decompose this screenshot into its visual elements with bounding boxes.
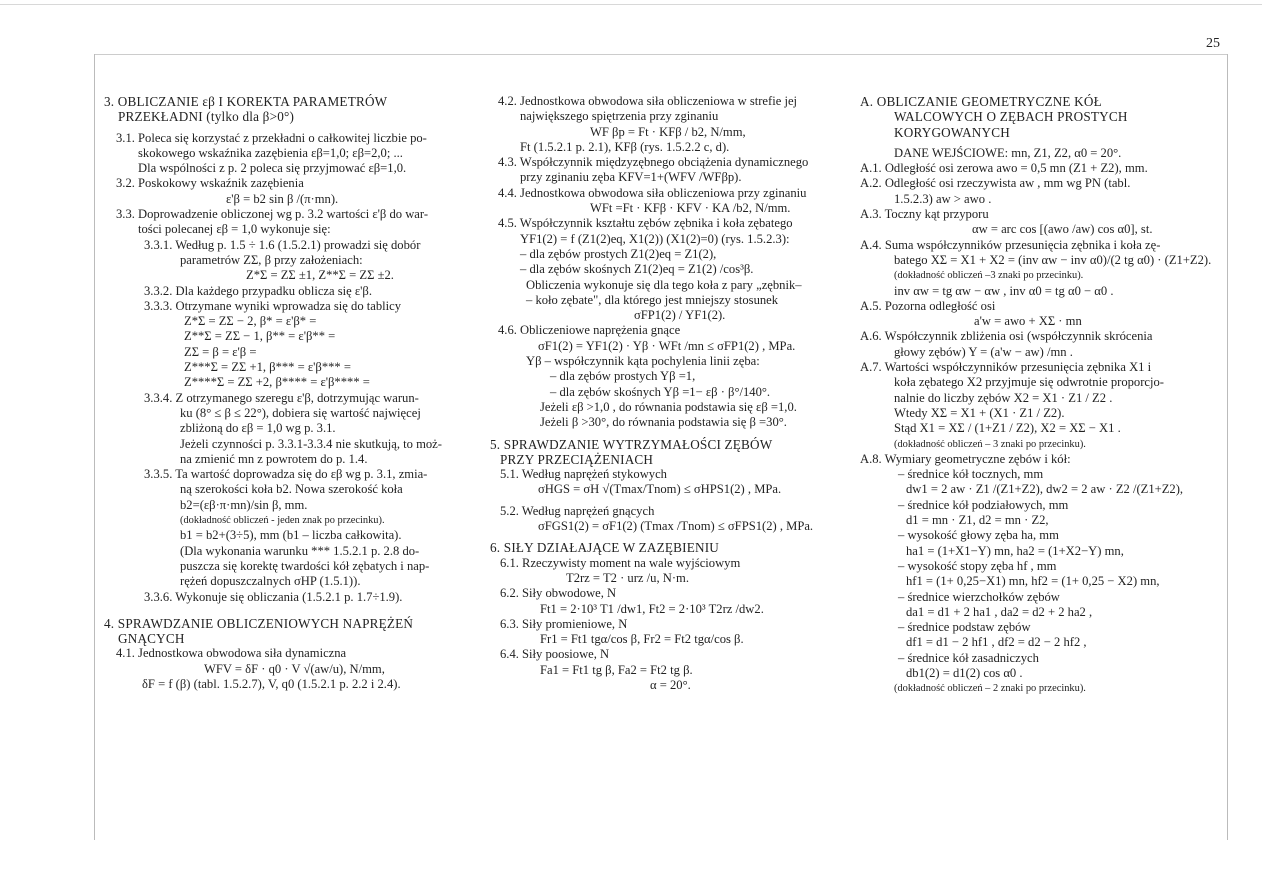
text-line: 3.3.3. Otrzymane wyniki wprowadza się do tablicy bbox=[144, 298, 402, 313]
text-line: Yβ – współczynnik kąta pochylenia linii zęba: bbox=[526, 354, 760, 369]
text-line: A.3. Toczny kąt przyporu bbox=[860, 207, 989, 222]
section-heading: PRZY PRZECIĄŻENIACH bbox=[500, 451, 654, 467]
text-line: – dla zębów prostych Z1(2)eq = Z1(2), bbox=[520, 246, 717, 261]
text-line: 3.3.2. Dla każdego przypadku oblicza się ε'β. bbox=[144, 283, 372, 298]
text-line: σFP1(2) / YF1(2). bbox=[634, 308, 726, 323]
text-line: da1 = d1 + 2 ha1 , da2 = d2 + 2 ha2 , bbox=[906, 604, 1093, 619]
text-line: 5.1. Według naprężeń stykowych bbox=[500, 467, 667, 482]
text-line bbox=[104, 605, 479, 616]
text-line: 4.4. Jednostkowa obwodowa siła obliczeniowa przy zginaniu bbox=[498, 185, 807, 200]
text-line: A.8. Wymiary geometryczne zębów i kół: bbox=[860, 451, 1071, 466]
precision-note: (dokładność obliczeń – 2 znaki po przecinku). bbox=[894, 683, 1086, 695]
text-line: – koło zębate", dla którego jest mniejszy stosunek bbox=[526, 292, 779, 307]
text-line: – średnice kół zasadniczych bbox=[898, 650, 1039, 665]
precision-note: (dokładność obliczeń –3 znaki po przecinku). bbox=[894, 270, 1084, 282]
frame-left bbox=[94, 54, 95, 840]
text-line: 6.2. Siły obwodowe, N bbox=[500, 586, 617, 601]
text-line: – dla zębów skośnych Z1(2)eq = Z1(2) /cos³β. bbox=[520, 262, 754, 277]
text-line: α = 20°. bbox=[650, 677, 691, 692]
text-line: σHGS = σH √(Tmax/Tnom) ≤ σHPS1(2) , MPa. bbox=[538, 482, 782, 497]
text-line: 3.3.1. Według p. 1.5 ÷ 1.6 (1.5.2.1) prowadzi się dobór bbox=[144, 237, 421, 252]
text-line: σFGS1(2) = σF1(2) (Tmax /Tnom) ≤ σFPS1(2) , MPa. bbox=[538, 519, 814, 534]
text-line: tości polecanej εβ = 1,0 wykonuje się: bbox=[138, 222, 331, 237]
text-line: – wysokość stopy zęba hf , mm bbox=[898, 558, 1057, 573]
text-line: (Dla wykonania warunku *** 1.5.2.1 p. 2.8 do- bbox=[180, 543, 420, 558]
text-line: Jeżeli czynności p. 3.3.1-3.3.4 nie skutkują, to moż- bbox=[180, 436, 442, 451]
text-line: głowy zębów) Y = (a'w − aw) /mn . bbox=[894, 344, 1073, 359]
section-heading: A. OBLICZANIE GEOMETRYCZNE KÓŁ bbox=[860, 94, 1102, 109]
text-line: T2rz = T2 · urz /u, N·m. bbox=[566, 570, 689, 585]
text-line: Fa1 = Ft1 tg β, Fa2 = Ft2 tg β. bbox=[540, 662, 693, 677]
text-line: ZΣ = β = ε'β = bbox=[184, 344, 257, 359]
text-line: ku (8° ≤ β ≤ 22°), dobiera się wartość najwięcej bbox=[180, 405, 421, 420]
text-line: 3.3.5. Ta wartość doprowadza się do εβ wg p. 3.1, zmia- bbox=[144, 467, 428, 482]
text-line: 6.3. Siły promieniowe, N bbox=[500, 616, 628, 631]
text-line: ε'β = b2 sin β /(π·mn). bbox=[226, 191, 339, 206]
text-line: WFV = δF · q0 · V √(aw/u), N/mm, bbox=[204, 661, 385, 676]
text-line: DANE WEJŚCIOWE: mn, Z1, Z2, α0 = 20°. bbox=[894, 145, 1122, 160]
column-middle bbox=[490, 94, 850, 693]
section-heading: WALCOWYCH O ZĘBACH PROSTYCH bbox=[894, 109, 1128, 125]
text-line: 3.3. Doprowadzenie obliczonej wg p. 3.2 wartości ε'β do war- bbox=[116, 207, 429, 222]
text-line: rężeń dopuszczalnych σHP (1.5.1)). bbox=[180, 574, 361, 589]
section-heading: KORYGOWANYCH bbox=[894, 124, 1010, 140]
text-line: 4.1. Jednostkowa obwodowa siła dynamiczna bbox=[116, 646, 347, 661]
text-line: 1.5.2.3) aw > awo . bbox=[894, 191, 992, 206]
text-line: Fr1 = Ft1 tgα/cos β, Fr2 = Ft2 tgα/cos β. bbox=[540, 632, 744, 647]
section-heading: 4. SPRAWDZANIE OBLICZENIOWYCH NAPRĘŻEŃ bbox=[104, 615, 414, 631]
text-line: 3.2. Poskokowy wskaźnik zazębienia bbox=[116, 176, 304, 191]
section-heading: 6. SIŁY DZIAŁAJĄCE W ZAZĘBIENIU bbox=[490, 540, 720, 556]
text-line: – dla zębów skośnych Yβ =1− εβ · β°/140°. bbox=[550, 384, 771, 399]
column-left bbox=[104, 94, 479, 692]
text-line: Z**Σ = ZΣ − 1, β** = ε'β** = bbox=[184, 329, 336, 344]
text-line: 4.6. Obliczeniowe naprężenia gnące bbox=[498, 323, 681, 338]
column-right bbox=[860, 94, 1232, 697]
precision-note: (dokładność obliczeń – 3 znaki po przecinku). bbox=[894, 438, 1086, 450]
text-line: A.2. Odległość osi rzeczywista aw , mm wg PN (tabl. bbox=[860, 176, 1131, 191]
text-line: Obliczenia wykonuje się dla tego koła z pary „zębnik– bbox=[526, 277, 802, 292]
text-line: σF1(2) = YF1(2) · Yβ · WFt /mn ≤ σFP1(2) , MPa. bbox=[538, 338, 796, 353]
text-line: 6.4. Siły poosiowe, N bbox=[500, 647, 610, 662]
text-line: αw = arc cos [(awo /aw) cos α0], st. bbox=[972, 222, 1153, 237]
frame-top bbox=[94, 54, 1228, 55]
text-line: 3.1. Poleca się korzystać z przekładni o całkowitej liczbie po- bbox=[116, 130, 427, 145]
text-line: YF1(2) = f (Z1(2)eq, X1(2)) (X1(2)=0) (rys. 1.5.2.3): bbox=[520, 231, 790, 246]
text-line: 3.3.4. Z otrzymanego szeregu ε'β, dotrzymując warun- bbox=[144, 390, 419, 405]
section-heading: 5. SPRAWDZANIE WYTRZYMAŁOŚCI ZĘBÓW bbox=[490, 436, 773, 452]
text-line: – średnice podstaw zębów bbox=[898, 620, 1031, 635]
text-line: b1 = b2+(3÷5), mm (b1 – liczba całkowita). bbox=[180, 528, 402, 543]
text-line: A.5. Pozorna odległość osi bbox=[860, 298, 996, 313]
text-line: zbliżoną do εβ = 1,0 wg p. 3.1. bbox=[180, 421, 336, 436]
text-line: puszcza się korektę twardości kół zębatych i nap- bbox=[180, 558, 430, 573]
text-line: ną szerokości koła b2. Nowa szerokość koła bbox=[180, 482, 403, 497]
section-heading: PRZEKŁADNI (tylko dla β>0°) bbox=[118, 109, 295, 125]
text-line: – średnice wierzchołków zębów bbox=[898, 589, 1060, 604]
text-line: parametrów ZΣ, β przy założeniach: bbox=[180, 252, 363, 267]
text-line: 4.2. Jednostkowa obwodowa siła obliczeniowa w strefie jej bbox=[498, 94, 798, 108]
text-line: Dla wspólności z p. 2 poleca się przyjmować εβ=1,0. bbox=[138, 161, 407, 176]
text-line: df1 = d1 − 2 hf1 , df2 = d2 − 2 hf2 , bbox=[906, 635, 1087, 650]
text-line: 4.5. Współczynnik kształtu zębów zębnika i koła zębatego bbox=[498, 216, 793, 231]
text-line: dw1 = 2 aw · Z1 /(Z1+Z2), dw2 = 2 aw · Z2 /(Z1+Z2), bbox=[906, 482, 1184, 497]
page-number: 25 bbox=[1206, 36, 1220, 51]
section-heading: 3. OBLICZANIE εβ I KOREKTA PARAMETRÓW bbox=[104, 94, 388, 109]
text-line: koła zębatego X2 przyjmuje się odwrotnie proporcjo- bbox=[894, 375, 1164, 390]
text-line: – średnice kół podziałowych, mm bbox=[898, 497, 1069, 512]
text-line: Ft1 = 2·10³ T1 /dw1, Ft2 = 2·10³ T2rz /dw2. bbox=[540, 601, 764, 616]
text-line: WF βp = Ft · KFβ / b2, N/mm, bbox=[590, 124, 746, 139]
text-line: 5.2. Według naprężeń gnących bbox=[500, 503, 655, 518]
text-line: A.4. Suma współczynników przesunięcia zębnika i koła zę- bbox=[860, 237, 1161, 252]
precision-note: (dokładność obliczeń - jeden znak po przecinku). bbox=[180, 515, 385, 527]
text-line: skokowego wskaźnika zazębienia εβ=1,0; εβ=2,0; ... bbox=[138, 145, 403, 160]
text-line: d1 = mn · Z1, d2 = mn · Z2, bbox=[906, 513, 1049, 528]
text-line: Z****Σ = ZΣ +2, β**** = ε'β**** = bbox=[184, 375, 370, 390]
text-line: a'w = awo + XΣ · mn bbox=[974, 314, 1082, 329]
text-line: – średnice kół tocznych, mm bbox=[898, 467, 1044, 482]
text-line: Ft (1.5.2.1 p. 2.1), KFβ (rys. 1.5.2.2 c, d). bbox=[520, 139, 730, 154]
text-line: Jeżeli β >30°, do równania podstawia się β =30°. bbox=[540, 415, 787, 430]
text-line: δF = f (β) (tabl. 1.5.2.7), V, q0 (1.5.2.1 p. 2.2 i 2.4). bbox=[142, 676, 401, 691]
text-line: 4.3. Współczynnik międzyzębnego obciążenia dynamicznego bbox=[498, 155, 809, 170]
text-line: A.1. Odległość osi zerowa awo = 0,5 mn (Z1 + Z2), mm. bbox=[860, 161, 1148, 176]
text-line: b2=(εβ·π·mn)/sin β, mm. bbox=[180, 497, 308, 512]
section-heading: GNĄCYCH bbox=[118, 631, 185, 647]
text-line: A.6. Współczynnik zbliżenia osi (współczynnik skrócenia bbox=[860, 329, 1153, 344]
text-line: ha1 = (1+X1−Y) mn, ha2 = (1+X2−Y) mn, bbox=[906, 543, 1124, 558]
text-line: 6.1. Rzeczywisty moment na wale wyjściowym bbox=[500, 555, 741, 570]
text-line: batego XΣ = X1 + X2 = (inv αw − inv α0)/(2 tg α0) · (Z1+Z2). bbox=[894, 252, 1212, 267]
text-line: – wysokość głowy zęba ha, mm bbox=[898, 528, 1059, 543]
text-line: hf1 = (1+ 0,25−X1) mn, hf2 = (1+ 0,25 − X2) mn, bbox=[906, 574, 1160, 589]
text-line: Stąd X1 = XΣ / (1+Z1 / Z2), X2 = XΣ − X1 . bbox=[894, 421, 1121, 436]
text-line: przy zginaniu zęba KFV=1+(WFV /WFβp). bbox=[520, 170, 742, 185]
top-rule bbox=[0, 4, 1262, 5]
text-line: A.7. Wartości współczynników przesunięcia zębnika X1 i bbox=[860, 360, 1152, 375]
text-line: na zmienić mn z powrotem do p. 1.4. bbox=[180, 451, 368, 466]
text-line: WFt =Ft · KFβ · KFV · KA /b2, N/mm. bbox=[590, 201, 791, 216]
text-line: Z*Σ = ZΣ ±1, Z**Σ = ZΣ ±2. bbox=[246, 268, 394, 283]
text-line: Jeżeli εβ >1,0 , do równania podstawia się εβ =1,0. bbox=[540, 399, 797, 414]
text-line: największego spiętrzenia przy zginaniu bbox=[520, 109, 719, 124]
text-line: Z***Σ = ZΣ +1, β*** = ε'β*** = bbox=[184, 360, 351, 375]
text-line: Wtedy XΣ = X1 + (X1 · Z1 / Z2). bbox=[894, 405, 1065, 420]
text-line: inv αw = tg αw − αw , inv α0 = tg α0 − α0 . bbox=[894, 283, 1114, 298]
text-line: – dla zębów prostych Yβ =1, bbox=[550, 369, 696, 384]
text-line: 3.3.6. Wykonuje się obliczania (1.5.2.1 p. 1.7÷1.9). bbox=[144, 589, 403, 604]
text-line: Z*Σ = ZΣ − 2, β* = ε'β* = bbox=[184, 314, 317, 329]
text-line: db1(2) = d1(2) cos α0 . bbox=[906, 665, 1023, 680]
text-line: nalnie do liczby zębów X2 = X1 · Z1 / Z2 . bbox=[894, 390, 1113, 405]
